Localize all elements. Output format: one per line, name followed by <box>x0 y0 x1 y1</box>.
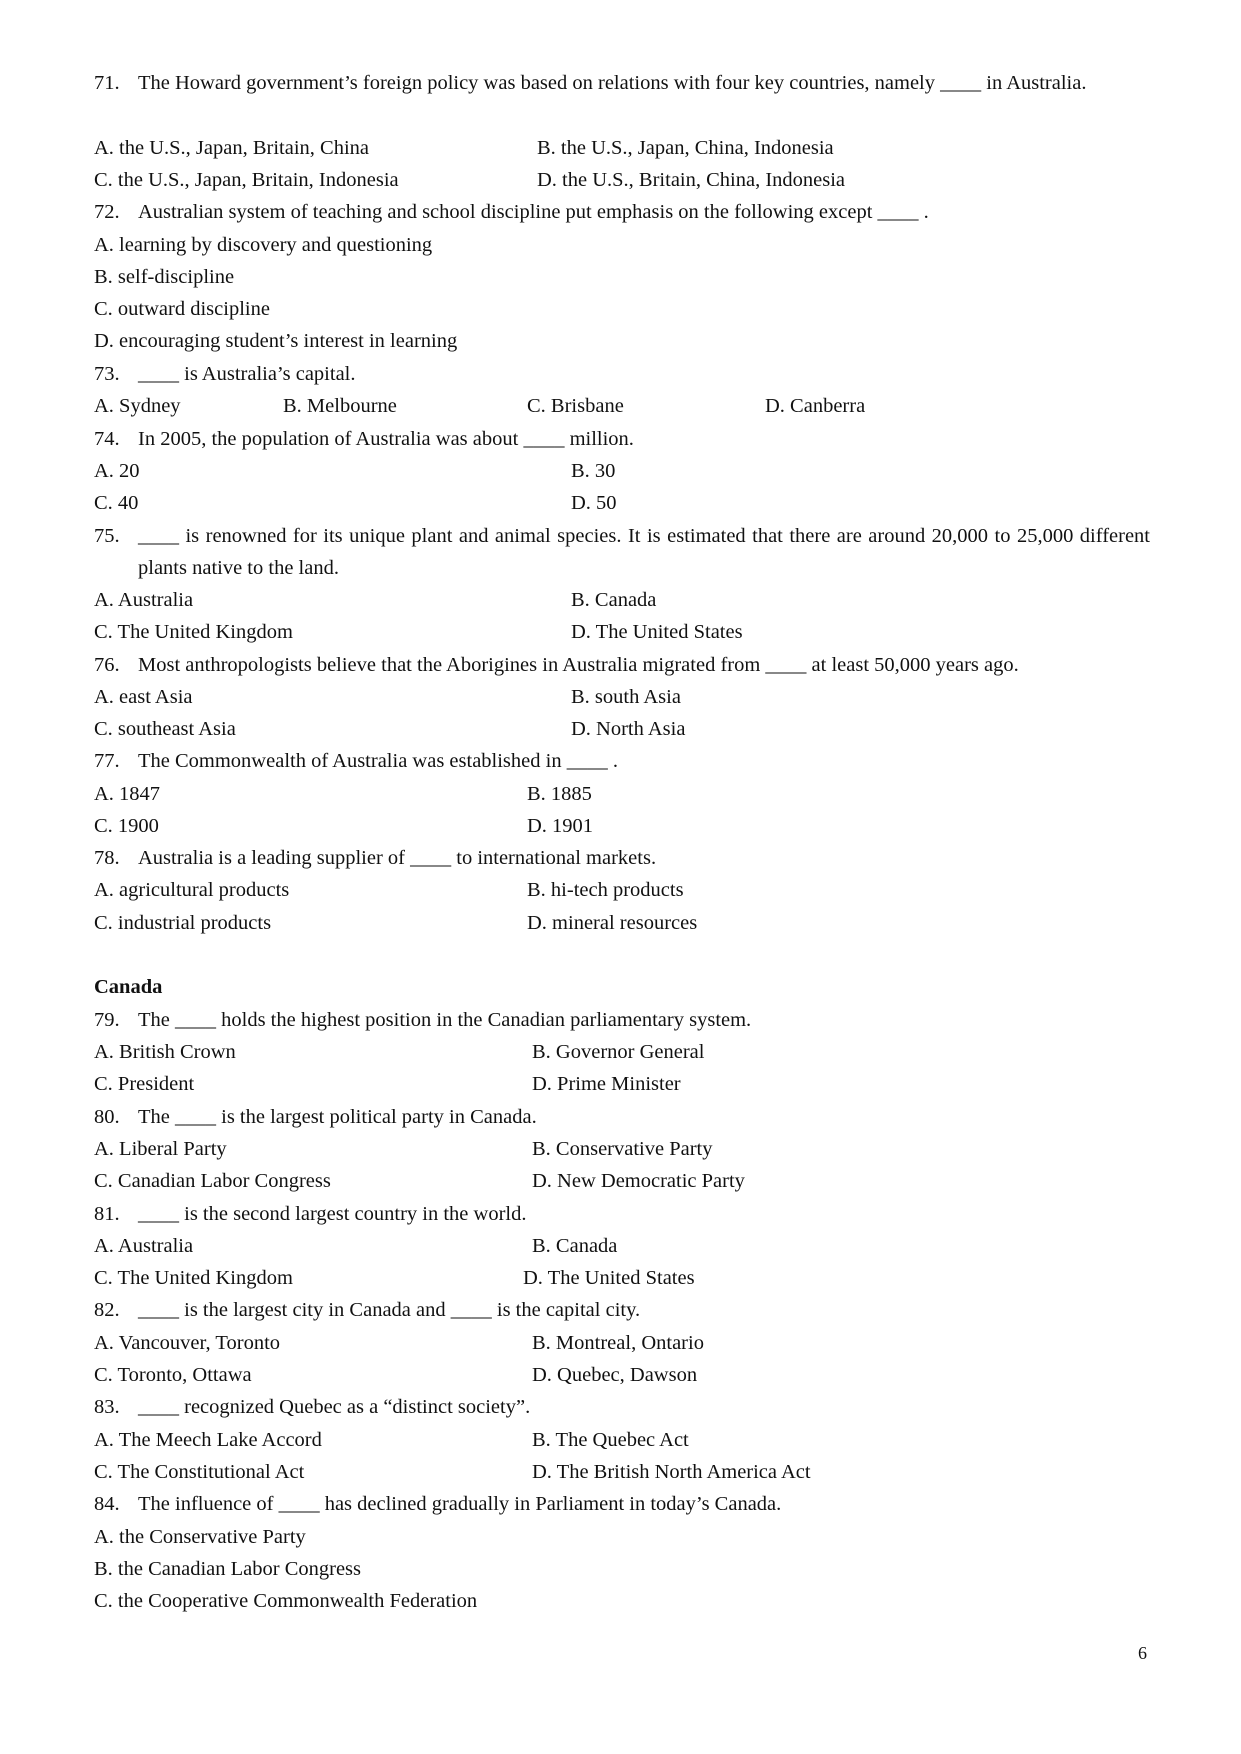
option-d: D. North Asia <box>571 718 686 740</box>
option-d: D. the U.S., Britain, China, Indonesia <box>537 169 846 191</box>
option-b: B. 1885 <box>527 783 592 805</box>
option-d: D. 50 <box>571 492 617 514</box>
question-text: The Commonwealth of Australia was established in ____ . <box>138 750 618 772</box>
option-a: A. The Meech Lake Accord <box>94 1429 322 1451</box>
option-c: C. The Constitutional Act <box>94 1461 305 1483</box>
question-number: 78. <box>94 847 120 869</box>
option-d: D. The British North America Act <box>532 1461 811 1483</box>
option-b: B. the Canadian Labor Congress <box>94 1558 362 1580</box>
option-c: C. Toronto, Ottawa <box>94 1364 252 1386</box>
question-text: ____ is the largest city in Canada and ____ is the capital city. <box>138 1299 641 1321</box>
option-c: C. The United Kingdom <box>94 621 293 643</box>
question-text: Australia is a leading supplier of ____ to international markets. <box>138 847 657 869</box>
option-b: B. Canada <box>571 589 657 611</box>
option-c: C. the Cooperative Commonwealth Federation <box>94 1590 478 1612</box>
option-a: A. Vancouver, Toronto <box>94 1332 281 1354</box>
option-a: A. British Crown <box>94 1041 236 1063</box>
question-number: 79. <box>94 1009 120 1031</box>
option-d: D. Canberra <box>765 395 866 417</box>
question-number: 84. <box>94 1493 120 1515</box>
option-b: B. Conservative Party <box>532 1138 713 1160</box>
question-text: Australian system of teaching and school discipline put emphasis on the following except ____ . <box>138 201 929 223</box>
question-number: 71. <box>94 72 120 94</box>
question-number: 73. <box>94 363 120 385</box>
option-a: A. learning by discovery and questioning <box>94 234 433 256</box>
question-number: 74. <box>94 428 120 450</box>
option-b: B. Canada <box>532 1235 618 1257</box>
question-number: 72. <box>94 201 120 223</box>
section-heading: Canada <box>94 976 163 998</box>
question-text: Most anthropologists believe that the Aborigines in Australia migrated from ____ at least 50,000 years ago. <box>138 654 1019 676</box>
option-a: A. Australia <box>94 589 194 611</box>
option-c: C. Canadian Labor Congress <box>94 1170 331 1192</box>
option-a: A. the Conservative Party <box>94 1526 306 1548</box>
question-text: In 2005, the population of Australia was about ____ million. <box>138 428 634 450</box>
option-c: C. 40 <box>94 492 139 514</box>
option-d: D. encouraging student’s interest in learning <box>94 330 458 352</box>
option-b: B. the U.S., Japan, China, Indonesia <box>537 137 834 159</box>
option-b: B. Montreal, Ontario <box>532 1332 704 1354</box>
option-a: A. Liberal Party <box>94 1138 227 1160</box>
question-number: 83. <box>94 1396 120 1418</box>
question-number: 82. <box>94 1299 120 1321</box>
option-c: C. the U.S., Japan, Britain, Indonesia <box>94 169 399 191</box>
question-text: The ____ is the largest political party in Canada. <box>138 1106 537 1128</box>
option-a: A. 1847 <box>94 783 161 805</box>
question-text: The Howard government’s foreign policy was based on relations with four key countries, namely ____ in Australia. <box>138 72 1087 94</box>
question-text: ____ is Australia’s capital. <box>138 363 356 385</box>
option-b: B. south Asia <box>571 686 681 708</box>
option-a: A. Australia <box>94 1235 194 1257</box>
option-d: D. 1901 <box>527 815 594 837</box>
option-c: C. 1900 <box>94 815 159 837</box>
question-number: 76. <box>94 654 120 676</box>
option-c: C. The United Kingdom <box>94 1267 293 1289</box>
option-d: D. The United States <box>523 1267 695 1289</box>
option-d: D. mineral resources <box>527 912 698 934</box>
page-number: 6 <box>1138 1643 1147 1663</box>
option-c: C. outward discipline <box>94 298 270 320</box>
option-b: B. Governor General <box>532 1041 705 1063</box>
option-c: C. Brisbane <box>527 395 624 417</box>
option-c: C. President <box>94 1073 195 1095</box>
question-text: ____ is the second largest country in the world. <box>138 1203 527 1225</box>
question-number: 77. <box>94 750 120 772</box>
option-a: A. 20 <box>94 460 140 482</box>
question-text: The influence of ____ has declined gradually in Parliament in today’s Canada. <box>138 1493 782 1515</box>
option-b: B. 30 <box>571 460 616 482</box>
question-text: ____ is renowned for its unique plant and animal species. It is estimated that there are around 20,000 to 25,000 different plants native to the land. <box>138 525 1150 579</box>
question-text: ____ recognized Quebec as a “distinct society”. <box>138 1396 531 1418</box>
option-d: D. Prime Minister <box>532 1073 681 1095</box>
question-number: 81. <box>94 1203 120 1225</box>
question-text: The ____ holds the highest position in the Canadian parliamentary system. <box>138 1009 752 1031</box>
option-d: D. The United States <box>571 621 743 643</box>
question-number: 75. <box>94 525 120 547</box>
option-b: B. The Quebec Act <box>532 1429 689 1451</box>
option-d: D. New Democratic Party <box>532 1170 745 1192</box>
option-a: A. the U.S., Japan, Britain, China <box>94 137 370 159</box>
question-number: 80. <box>94 1106 120 1128</box>
option-a: A. Sydney <box>94 395 181 417</box>
option-d: D. Quebec, Dawson <box>532 1364 698 1386</box>
option-c: C. industrial products <box>94 912 272 934</box>
option-c: C. southeast Asia <box>94 718 236 740</box>
option-b: B. self-discipline <box>94 266 235 288</box>
option-b: B. Melbourne <box>283 395 397 417</box>
option-a: A. agricultural products <box>94 879 290 901</box>
option-a: A. east Asia <box>94 686 193 708</box>
option-b: B. hi-tech products <box>527 879 684 901</box>
